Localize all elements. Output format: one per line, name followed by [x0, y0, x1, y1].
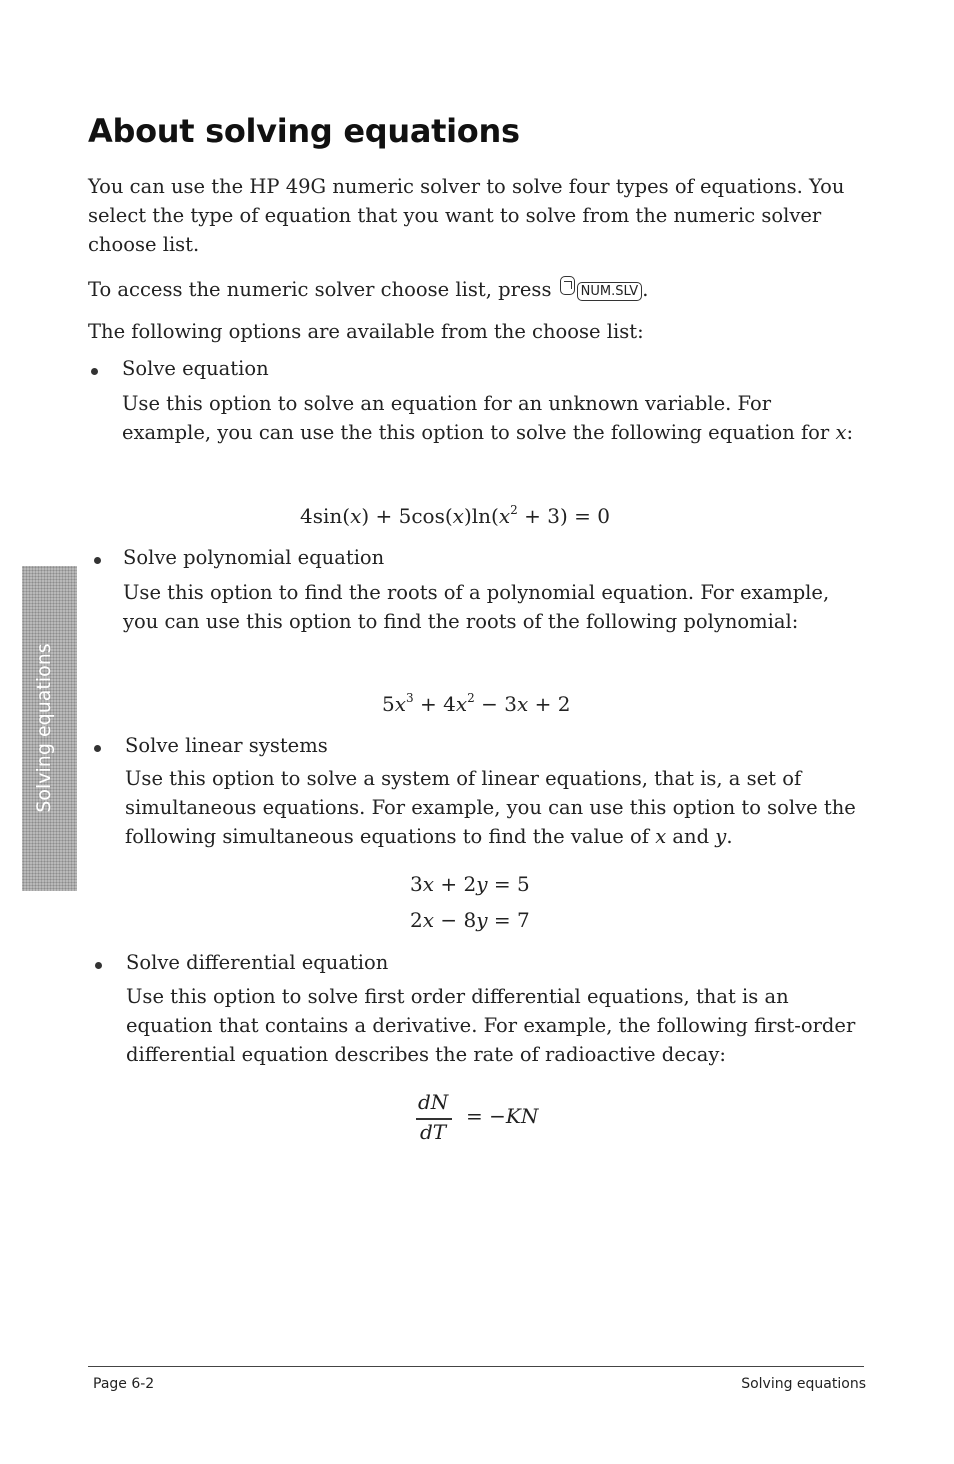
footer-rule [88, 1366, 864, 1367]
bullet-icon [91, 368, 98, 375]
access-text: To access the numeric solver choose list, press [88, 278, 552, 301]
fraction-denominator: dT [420, 1120, 447, 1144]
differential-rhs: = −KN [466, 1104, 539, 1128]
intro-paragraph: You can use the HP 49G numeric solver to solve four types of equations. You select the type of equation that you want to solve from the numeric solver choose list. [88, 175, 845, 256]
page-title: About solving equations [88, 112, 520, 150]
footer-section-name: Solving equations [741, 1376, 866, 1392]
access-paragraph: To access the numeric solver choose list, press NUM.SLV . [88, 278, 649, 301]
right-shift-key-icon [560, 276, 575, 295]
options-intro: The following options are available from the choose list: [88, 320, 644, 343]
bullet-icon [95, 962, 102, 969]
option-desc-solve-differential: Use this option to solve first order differential equations, that is an equation that contains a derivative. For example, the following first-order differential equation describes the rate of radioactive decay: [126, 985, 856, 1066]
equation-linear-1: 3x + 2y = 5 [410, 872, 530, 896]
equation-polynomial: $5x^3 + 4x^2 - 3x + 2$ [382, 691, 571, 716]
option-title-solve-equation: Solve equation [122, 357, 269, 380]
equation-linear-2: 2x − 8y = 7 [410, 908, 530, 932]
option-desc-solve-linear: Use this option to solve a system of linear equations, that is, a set of simultaneous equations. For example, you can use this option to solve the following simultaneous equations to find the value of x and y. [125, 767, 856, 848]
footer-page-number: Page 6-2 [93, 1376, 155, 1392]
option-desc-solve-equation: Use this option to solve an equation for an unknown variable. For example, you can use the this option to solve the following equation for x: [122, 392, 854, 444]
bullet-icon [94, 557, 101, 564]
numslv-key: NUM.SLV [577, 282, 643, 301]
chapter-side-tab-label: Solving equations [33, 643, 55, 813]
option-desc-solve-polynomial: Use this option to find the roots of a polynomial equation. For example, you can use this option to find the roots of the following polynomial: [123, 581, 830, 633]
equation-trig: $4\sin(x) + 5\cos(x)\ln(x^2 + 3) = 0$ [300, 503, 610, 528]
option-title-solve-differential: Solve differential equation [126, 951, 389, 974]
option-title-solve-linear: Solve linear systems [125, 734, 328, 757]
fraction-numerator: dN [418, 1090, 449, 1114]
option-title-solve-polynomial: Solve polynomial equation [123, 546, 385, 569]
bullet-icon [94, 745, 101, 752]
